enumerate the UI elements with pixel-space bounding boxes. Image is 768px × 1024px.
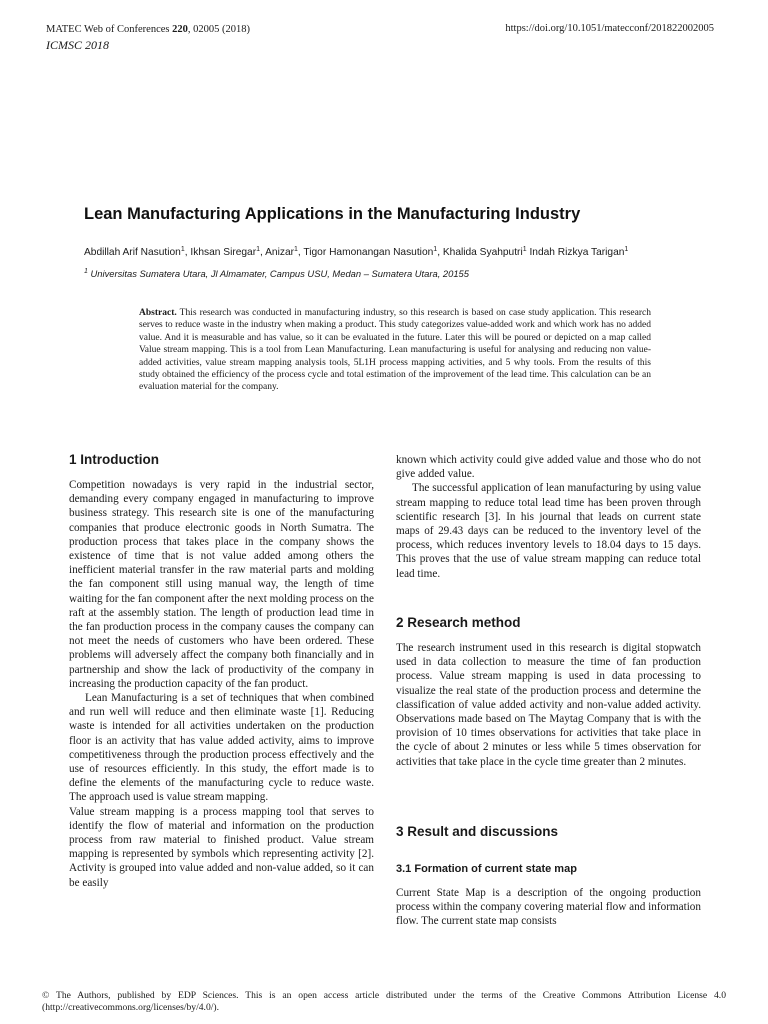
right-column-method (396, 641, 701, 769)
right-column-results (396, 886, 701, 929)
paragraph: The successful application of lean manufacturing by using value stream mapping to reduce total lead time has been proven through scientific research [3]. In his journal that leads on current state maps of 29.43 days can be reduced to the inventory level of the process, which reduces inventory levels to 18.04 days to 15 days. This proves that the use of value stream mapping can reduce total lead time. (396, 482, 701, 580)
affiliation-text: Universitas Sumatera Utara, Jl Almamater, Campus USU, Medan – Sumatera Utara, 20155 (90, 268, 469, 279)
abstract (139, 307, 651, 394)
author-affiliation-sup: 1 (256, 246, 261, 253)
affiliation-sup: 1 (84, 268, 88, 275)
author-name: Anizar (265, 247, 295, 258)
author-list: Abdillah Arif Nasution$^1$, Ikhsan Siregar$^1$, Anizar$^1$, Tigor Hamonangan Nasution$^1$, Khalida Syahputri$^1$ Indah Rizkya Tarigan$^1$ (84, 246, 629, 258)
author-affiliation-sup: 1 (433, 246, 438, 253)
paragraph: Competition nowadays is very rapid in the industrial sector, demanding every company engaged in manufacturing to improve business strategy. This research site is one of the manufacturing companies that produce electronic goods in North Sumatra. The production process that takes place in the company shows the existence of time that is not value added among others the inefficient material transfer in the raw material parts and molding the fan component still using manual way, the length of time waiting for the fan component after the next molding process on the raft at the assembly station. The length of production lead time in the fan production process in the company causes the company can not meet the needs of customers who have been ordered. These problems will adversely affect the company both financially and in partnership and show the lack of productivity of the company in increasing the production capacity of the fan product. (69, 479, 374, 690)
author-name: Abdillah Arif Nasution (84, 247, 181, 258)
paragraph: Lean Manufacturing is a set of techniques that when combined and run well will reduce and then eliminate waste [1]. Reducing waste is intended for all activities undertaken on the production floor is an activity that has value added activity, aims to improve competitiveness through the production process effectively and the use of resources efficiently. In this study, the effort made is to define the elements of the manufacturing cycle to reduce waste. The approach used is value stream mapping. (69, 692, 374, 804)
conference-line (46, 23, 250, 37)
author-affiliation-sup: 1 (522, 246, 527, 253)
conference-name: MATEC Web of Conferences (46, 24, 170, 35)
paragraph: known which activity could give added value and those who do not give added value. (396, 454, 701, 481)
right-column (396, 453, 701, 581)
section-heading-research-method: 2 Research method (396, 615, 521, 630)
author-affiliation-sup: 1 (294, 246, 298, 253)
article-number: , 02005 (2018) (187, 24, 250, 35)
paragraph: The research instrument used in this research is digital stopwatch used in data collection to measure the time of fan production process. Value stream mapping is used in data processing to visualize the real state of the production process and determine the classification of value added activity and non-value added activity. Observations made based on The Maytag Company that is with the provision of 10 times observations for activities that take place in the cycle of about 2 minutes or less while 5 times observation for activities that take place in the cycle time greater than 2 minutes. (396, 642, 701, 768)
left-column (69, 478, 374, 890)
paragraph: Value stream mapping is a process mapping tool that serves to identify the flow of material and information on the production process from raw material to finished product. Value stream mapping is represented by symbols which representing activity [2]. Activity is grouped into value added and non-value added, so it can be easily (69, 805, 374, 889)
volume-number: 220 (172, 24, 188, 35)
abstract-text: This research was conducted in manufacturing industry, so this research is based on case study application. This research serves to reduce waste in the industry when making a product. This study categorizes value-added work and which work has no added value. And it is measurable and has value, so it can be evaluated in the future. Later this will be poured or depicted on a map called Value stream mapping. This is a tool from Lean Manufacturing. Lean manufacturing is useful for analysing and reducing non value-added activities, value stream mapping analysis tools, 5L1H process mapping activities, and 5 why tools. From the results of this study obtained the efficiency of the process cycle and total estimation of the improvement of the lead time. This calculation can be an evaluation material for the company. (139, 308, 651, 393)
license-footer: © The Authors, published by EDP Sciences. This is an open access article distributed under the terms of the Creative Commons Attribution License 4.0 (http://creativecommons.org/licenses/by/4.0/). (42, 990, 726, 1013)
section-heading-results: 3 Result and discussions (396, 824, 559, 839)
author-affiliation-sup: 1 (180, 246, 185, 253)
author-name: Indah Rizkya Tarigan (529, 247, 625, 258)
paragraph: Current State Map is a description of the ongoing production process within the company covering material flow and information flow. The current state map consists (396, 887, 701, 928)
doi-link[interactable]: https://doi.org/10.1051/matecconf/201822002005 (505, 23, 714, 34)
author-name: Tigor Hamonangan Nasution (303, 247, 434, 258)
author-name: Khalida Syahputri (442, 247, 523, 258)
conference-subtitle: ICMSC 2018 (46, 38, 109, 52)
running-header (46, 23, 250, 52)
author-affiliation-sup: 1 (624, 246, 629, 253)
abstract-label: Abstract. (139, 308, 177, 318)
subsection-heading: 3.1 Formation of current state map (396, 863, 577, 875)
paper-title: Lean Manufacturing Applications in the Manufacturing Industry (84, 205, 581, 223)
author-name: Ikhsan Siregar (190, 247, 257, 258)
affiliation (84, 268, 724, 279)
section-heading-introduction: 1 Introduction (69, 452, 159, 467)
